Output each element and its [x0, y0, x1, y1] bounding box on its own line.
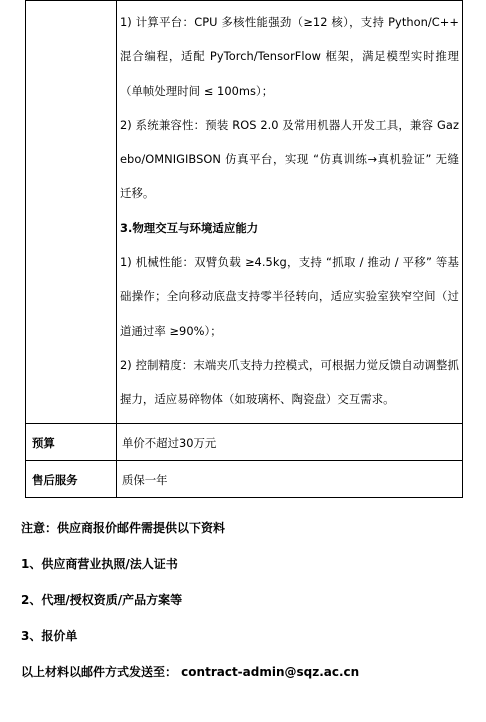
after-sales-label: 售后服务 — [32, 473, 78, 488]
spec-system-compatibility: 2) 系统兼容性：预装 ROS 2.0 及常用机器人开发工具，兼容 Gazebo/OMNIGIBSON 仿真平台，实现 “仿真训练→真机验证” 无缝迁移。 — [120, 117, 459, 201]
spec-row — [26, 1, 463, 424]
after-sales-label-cell — [26, 460, 117, 497]
after-sales-row — [26, 460, 463, 497]
budget-label-cell — [26, 423, 117, 460]
budget-row — [26, 423, 463, 460]
notes-item-business-license: 1、供应商营业执照/法人证书 — [21, 557, 178, 571]
spec-control-precision: 2) 控制精度：末端夹爪支持力控模式，可根据力觉反馈自动调整抓握力，适应易碎物体（如玻璃杯、陶瓷盘）交互需求。 — [120, 357, 459, 407]
spec-content-cell — [117, 1, 463, 424]
after-sales-value-cell — [117, 460, 463, 497]
budget-value-cell — [117, 423, 463, 460]
notes-item-quotation: 3、报价单 — [21, 629, 78, 643]
spec-mechanical-performance: 1) 机械性能：双臂负载 ≥4.5kg，支持 “抓取 / 推动 / 平移” 等基础操作；全向移动底盘支持零半径转向，适应实验室狭窄空间（过道通过率 ≥90%）； — [120, 255, 459, 338]
after-sales-value: 质保一年 — [122, 473, 168, 488]
supplier-notes — [21, 516, 471, 696]
spec-section-heading: 3.物理交互与环境适应能力 — [120, 220, 259, 235]
notes-item-qualifications: 2、代理/授权资质/产品方案等 — [21, 593, 183, 607]
notes-title: 注意：供应商报价邮件需提供以下资料 — [21, 521, 226, 535]
spec-row-label-cell — [26, 1, 117, 424]
budget-value: 单价不超过30万元 — [122, 436, 217, 451]
requirements-table — [25, 0, 463, 498]
spec-compute-platform: 1) 计算平台：CPU 多核性能强劲（≥12 核），支持 Python/C++ 混合编程，适配 PyTorch/TensorFlow 框架，满足模型实时推理（单帧处理时间 ≤ 100ms）； — [120, 15, 459, 98]
notes-email-line: 以上材料以邮件方式发送至： contract-admin@sqz.ac.cn — [21, 665, 360, 679]
budget-label: 预算 — [32, 436, 55, 451]
